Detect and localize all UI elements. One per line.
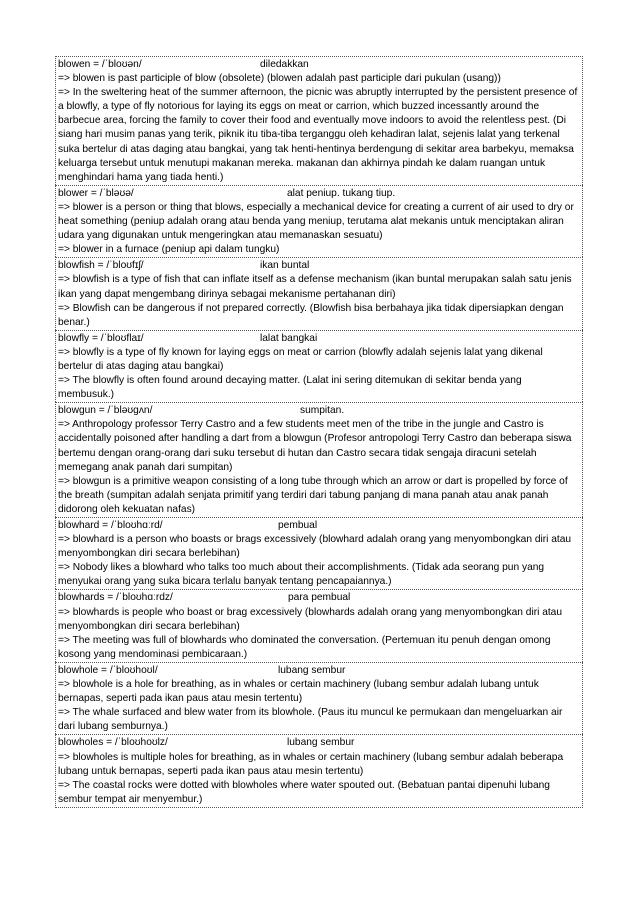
entry-term: blowhards = /ˈbloʊhɑːrdz/ (58, 592, 173, 604)
entry-translation: diledakkan (260, 59, 309, 70)
entry-definition: => blowgun is a primitive weapon consisting of a long tube through which an arrow or dart is propelled by force of the breath (sumpitan adalah senjata primitif yang terdiri dari tabung panjang di mana panah atau anak panah didorong oleh kekuatan nafas) (58, 475, 568, 515)
dictionary-entry (55, 56, 583, 185)
entry-definition: => blowfly is a type of fly known for laying eggs on meat or carrion (blowfly adalah sejenis lalat yang dikenal bertelur di atas daging atau bangkai) (58, 346, 543, 372)
entry-definition: => blowhole is a hole for breathing, as in whales or certain machinery (lubang sembur adalah lubang untuk bernapas, seperti pada ikan paus atau mesin tertentu) (58, 679, 539, 705)
dictionary-entry (55, 185, 583, 257)
entry-example: => The meeting was full of blowhards who dominated the conversation. (Pertemuan itu penuh dengan omong kosong yang mendominasi pembicaraan.) (58, 634, 551, 660)
entry-translation: lubang sembur (287, 737, 355, 749)
entry-translation: pembual (278, 520, 318, 531)
dictionary-entry (55, 402, 583, 517)
entry-definition: => blower is a person or thing that blows, especially a mechanical device for creating a current of air used to dry or heat something (peniup adalah orang atau benda yang meniup, terutama alat mekanis untuk menciptakan aliran udara yang digunakan untuk mengeringkan atau memanaskan sesuatu) (58, 201, 574, 242)
entry-term: blowfish = /ˈbloʊfɪʃ/ (58, 260, 144, 272)
entry-translation: ikan buntal (260, 260, 310, 272)
entry-term: blowgun = /ˈbləʊgʌn/ (58, 405, 153, 417)
dictionary-entry (55, 734, 583, 807)
entry-term: blower = /ˈbləʊə/ (58, 187, 134, 199)
entry-example: => In the sweltering heat of the summer afternoon, the picnic was abruptly interrupted by the persistent presence of a blowfly, a type of fly notorious for laying its eggs on meat or carrion, which buzzed incessantly around the barbecue area, forcing the family to cover their food and eventually move indoors to avoid the relentless pest. (Di siang hari musim panas yang terik, piknik itu tiba-tiba terganggu oleh kehadiran lalat, sejenis lalat yang terkenal suka bertelur di atas daging atau bangkai, yang tak henti-hentinya berdengung di sekitar area barbekyu, memaksa keluarga tersebut untuk menutupi makanan mereka. makanan dan akhirnya pindah ke dalam ruangan untuk menghindari hama yang tiada henti.) (58, 87, 578, 183)
entry-example: => blower in a furnace (peniup api dalam tungku) (58, 244, 280, 256)
entry-translation: sumpitan. (300, 405, 345, 417)
dictionary-entry (55, 257, 583, 329)
entry-example: => The coastal rocks were dotted with blowholes where water spouted out. (Bebatuan pantai dipenuhi lubang sembur tempat air menyembur.) (58, 779, 550, 805)
entry-definition: => blowhards is people who boast or brag excessively (blowhards adalah orang yang menyombongkan diri atau menyombongkan diri secara berlebihan) (58, 606, 563, 632)
dictionary-entry (55, 662, 583, 734)
entry-translation: alat peniup. tukang tiup. (287, 187, 396, 199)
dictionary-entry (55, 517, 583, 589)
entry-definition: => blowholes is multiple holes for breathing, as in whales or certain machinery (lubang sembur adalah beberapa lubang untuk bernapas, seperti pada ikan paus atau mesin tertentu) (58, 751, 564, 777)
entry-example: => The whale surfaced and blew water from its blowhole. (Paus itu muncul ke permukaan dan mengeluarkan air dari lubang semburnya.) (58, 707, 563, 733)
entry-definition: => blowfish is a type of fish that can inflate itself as a defense mechanism (ikan buntal merupakan salah satu jenis ikan yang dapat mengembang dirinya sebagai mekanisme pertahanan diri) (58, 274, 572, 300)
entry-term: blowfly = /ˈbloʊflaɪ/ (58, 332, 144, 344)
dictionary-entry (55, 330, 583, 402)
entry-example: => The blowfly is often found around decaying matter. (Lalat ini sering ditemukan di sekitar benda yang membusuk.) (58, 375, 522, 401)
entry-definition: => blowhard is a person who boasts or brags excessively (blowhard adalah orang yang menyombongkan diri atau menyombongkan diri secara berlebihan) (58, 534, 572, 560)
entry-example: => Blowfish can be dangerous if not prepared correctly. (Blowfish bisa berbahaya jika tidak dipersiapkan dengan benar.) (58, 302, 564, 328)
entry-term: blowholes = /ˈbloʊhoʊlz/ (58, 737, 168, 749)
dictionary-page (55, 56, 583, 808)
entry-translation: para pembual (288, 592, 351, 604)
entry-term: blowhard = /ˈbloʊhɑːrd/ (58, 520, 163, 531)
entry-translation: lalat bangkai (260, 332, 318, 344)
entry-term: blowen = /ˈbloʊən/ (58, 59, 142, 70)
entry-definition: => blowen is past participle of blow (obsolete) (blowen adalah past participle dari pukulan (usang)) (58, 73, 501, 85)
entry-translation: lubang sembur (278, 664, 346, 676)
entry-term: blowhole = /ˈbloʊhoʊl/ (58, 664, 158, 676)
dictionary-entry (55, 589, 583, 661)
entry-example: => Anthropology professor Terry Castro and a few students meet men of the tribe in the jungle and Castro is accidentally poisoned after handling a dart from a blowgun (Profesor antropologi Terry Castro dan beberapa siswa bertemu dengan orang-orang dari suku tersebut di hutan dan Castro secara tidak sengaja diracuni setelah memegang anak panah dari sumpitan) (58, 419, 572, 473)
entry-example: => Nobody likes a blowhard who talks too much about their accomplishments. (Tidak ada seorang pun yang menyukai orang yang suka bicara terlalu banyak tentang pencapaiannya.) (58, 562, 545, 588)
